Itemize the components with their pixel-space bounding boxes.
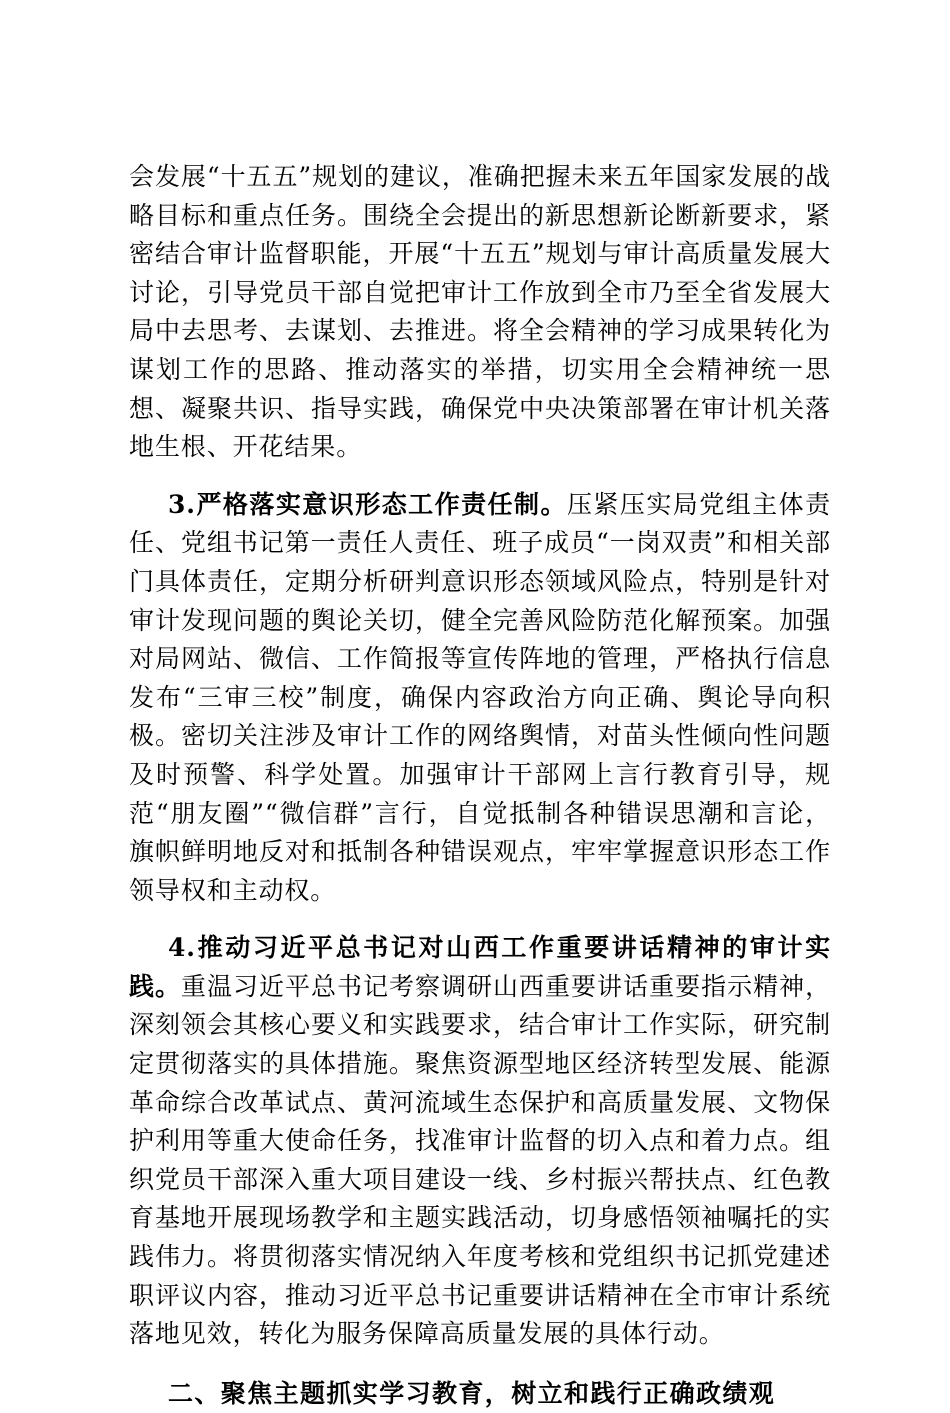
paragraph-item-3 [129,486,831,911]
section-heading: 二、聚焦主题抓实学习教育，树立和践行正确政绩观 [168,1378,776,1408]
paragraph-body: 会发展“十五五”规划的建议，准确把握未来五年国家发展的战略目标和重点任务。围绕全会提出的新思想新论断新要求，紧密结合审计监督职能，开展“十五五”规划与审计高质量发展大讨论，引导党员干部自觉把审计工作放到全市乃至全省发展大局中去思考、去谋划、去推进。将全会精神的学习成果转化为谋划工作的思路、推动落实的举措，切实用全会精神统一思想、凝聚共识、指导实践，确保党中央决策部署在审计机关落地生根、开花结果。 [129,162,831,462]
document-page [129,158,831,1413]
paragraph-lead: 4.推动习近平总书记对山西工作重要讲话精神的审计实践。 [129,933,831,1001]
paragraph-body: 重温习近平总书记考察调研山西重要讲话重要指示精神，深刻领会其核心要义和实践要求，结合审计工作实际，研究制定贯彻落实的具体措施。聚焦资源型地区经济转型发展、能源革命综合改革试点、黄河流域生态保护和高质量发展、文物保护利用等重大使命任务，找准审计监督的切入点和着力点。组织党员干部深入重大项目建设一线、乡村振兴帮扶点、红色教育基地开展现场教学和主题实践活动，切身感悟领袖嘱托的实践伟力。将贯彻落实情况纳入年度考核和党组织书记抓党建述职评议内容，推动习近平总书记重要讲话精神在全市审计系统落地见效，转化为服务保障高质量发展的具体行动。 [129,971,831,1349]
paragraph-item-4 [129,929,831,1354]
paragraph-body: 压紧压实局党组主体责任、党组书记第一责任人责任、班子成员“一岗双责”和相关部门具体责任，定期分析研判意识形态领域风险点，特别是针对审计发现问题的舆论关切，健全完善风险防范化解预案。加强对局网站、微信、工作简报等宣传阵地的管理，严格执行信息发布“三审三校”制度，确保内容政治方向正确、舆论导向积极。密切关注涉及审计工作的网络舆情，对苗头性倾向性问题及时预警、科学处置。加强审计干部网上言行教育引导，规范“朋友圈”“微信群”言行，自觉抵制各种错误思潮和言论，旗帜鲜明地反对和抵制各种错误观点，牢牢掌握意识形态工作领导权和主动权。 [129,489,831,905]
paragraph-continuation [129,158,831,467]
paragraph-lead: 3.严格落实意识形态工作责任制。 [168,489,567,519]
